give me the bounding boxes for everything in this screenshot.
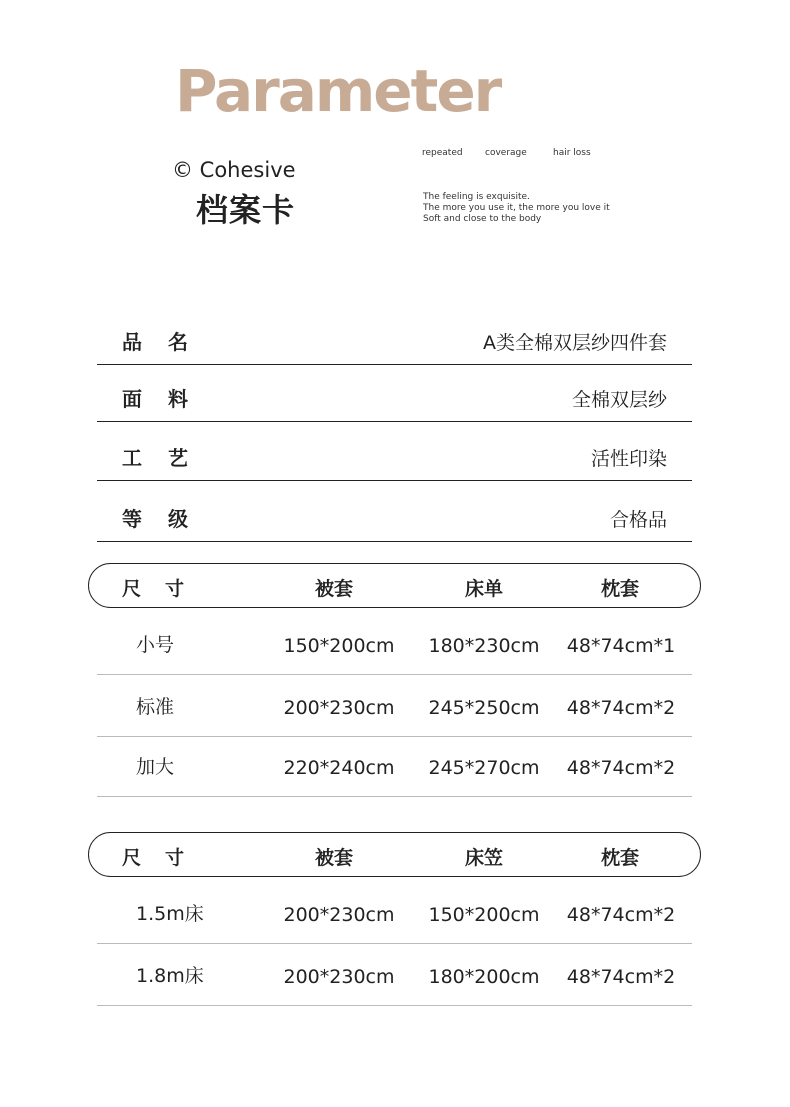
table-header	[88, 832, 701, 877]
info-value: 活性印染	[590, 448, 667, 470]
cell-duvet: 200*230cm	[283, 966, 395, 988]
header-sheet: 床单	[464, 578, 504, 600]
cell-fitted-sheet: 180*200cm	[428, 966, 540, 988]
cell-size: 标准	[136, 696, 175, 718]
info-row-grade	[97, 481, 692, 542]
table-header	[88, 563, 701, 608]
cell-size: 加大	[136, 756, 175, 778]
info-value: A类全棉双层纱四件套	[483, 332, 667, 354]
cell-duvet: 220*240cm	[283, 757, 395, 779]
tag-coverage: coverage	[485, 148, 527, 158]
info-row-fabric	[97, 365, 692, 422]
info-value: 合格品	[609, 509, 667, 531]
cell-duvet: 200*230cm	[283, 697, 395, 719]
product-info	[97, 308, 692, 542]
size-table-fitted	[88, 832, 701, 1006]
info-label: 面料	[122, 387, 214, 411]
info-label: 品名	[122, 330, 214, 354]
description-line: The feeling is exquisite.	[423, 192, 530, 202]
cell-pillowcase: 48*74cm*2	[566, 697, 676, 719]
header-fitted-sheet: 床笠	[464, 847, 504, 869]
cell-pillowcase: 48*74cm*2	[566, 966, 676, 988]
cell-pillowcase: 48*74cm*2	[566, 904, 676, 926]
description-line: Soft and close to the body	[423, 214, 542, 224]
cell-sheet: 180*230cm	[428, 635, 540, 657]
tag-hair-loss: hair loss	[553, 148, 591, 158]
size-table-sheet	[88, 563, 701, 797]
cell-size: 小号	[136, 634, 175, 656]
description-line: The more you use it, the more you love it	[423, 203, 610, 213]
table-row	[97, 737, 692, 797]
header-size: 尺寸	[122, 578, 209, 600]
info-value: 全棉双层纱	[571, 389, 667, 411]
cell-size: 1.5m床	[136, 903, 204, 925]
cell-pillowcase: 48*74cm*2	[566, 757, 676, 779]
page-title: Parameter	[175, 57, 501, 125]
table-row	[97, 675, 692, 737]
cell-sheet: 245*250cm	[428, 697, 540, 719]
tag-repeated: repeated	[422, 148, 463, 158]
card-title: 档案卡	[196, 191, 296, 229]
cell-duvet: 200*230cm	[283, 904, 395, 926]
info-label: 等级	[122, 507, 214, 531]
info-row-name	[97, 308, 692, 365]
cell-duvet: 150*200cm	[283, 635, 395, 657]
info-row-craft	[97, 422, 692, 481]
header-duvet: 被套	[314, 578, 354, 600]
header-duvet: 被套	[314, 847, 354, 869]
cell-fitted-sheet: 150*200cm	[428, 904, 540, 926]
table-row	[97, 608, 692, 675]
table-row	[97, 877, 692, 944]
cell-pillowcase: 48*74cm*1	[566, 635, 676, 657]
header-pillowcase: 枕套	[600, 578, 640, 600]
table-row	[97, 944, 692, 1006]
cell-size: 1.8m床	[136, 965, 204, 987]
description	[423, 192, 610, 225]
header-size: 尺寸	[122, 847, 209, 869]
brand-name: © Cohesive	[172, 158, 296, 182]
header-pillowcase: 枕套	[600, 847, 640, 869]
info-label: 工艺	[122, 446, 214, 470]
cell-sheet: 245*270cm	[428, 757, 540, 779]
